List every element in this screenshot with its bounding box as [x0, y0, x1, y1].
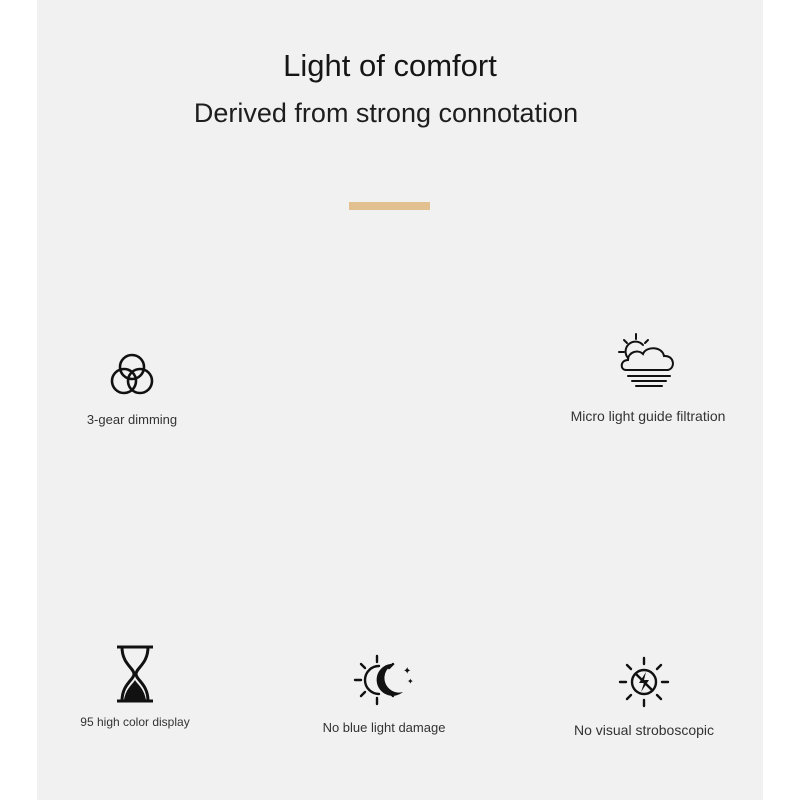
- sun-cloud-icon: [616, 332, 680, 390]
- overlapping-circles-icon: [107, 352, 157, 398]
- feature-label: 3-gear dimming: [86, 412, 178, 427]
- feature-label: Micro light guide filtration: [570, 408, 726, 424]
- page-title: Light of comfort: [283, 48, 497, 83]
- feature-no-blue-light: [314, 654, 454, 735]
- page-subtitle: Derived from strong connotation: [193, 98, 579, 128]
- hourglass-icon: [114, 644, 156, 704]
- feature-no-stroboscopic: [566, 656, 722, 738]
- feature-3-gear-dimming: [72, 352, 192, 427]
- sun-moon-icon: [353, 654, 415, 706]
- svg-text:✦: ✦: [403, 666, 412, 677]
- feature-micro-light-guide: [556, 332, 740, 424]
- feature-label: No visual stroboscopic: [573, 722, 715, 738]
- no-flicker-sun-icon: [618, 656, 670, 708]
- svg-text:✦: ✦: [407, 677, 414, 686]
- feature-label: No blue light damage: [322, 720, 446, 735]
- accent-divider: [349, 202, 430, 210]
- feature-label: 95 high color display: [80, 715, 190, 729]
- feature-high-color-display: [70, 644, 200, 729]
